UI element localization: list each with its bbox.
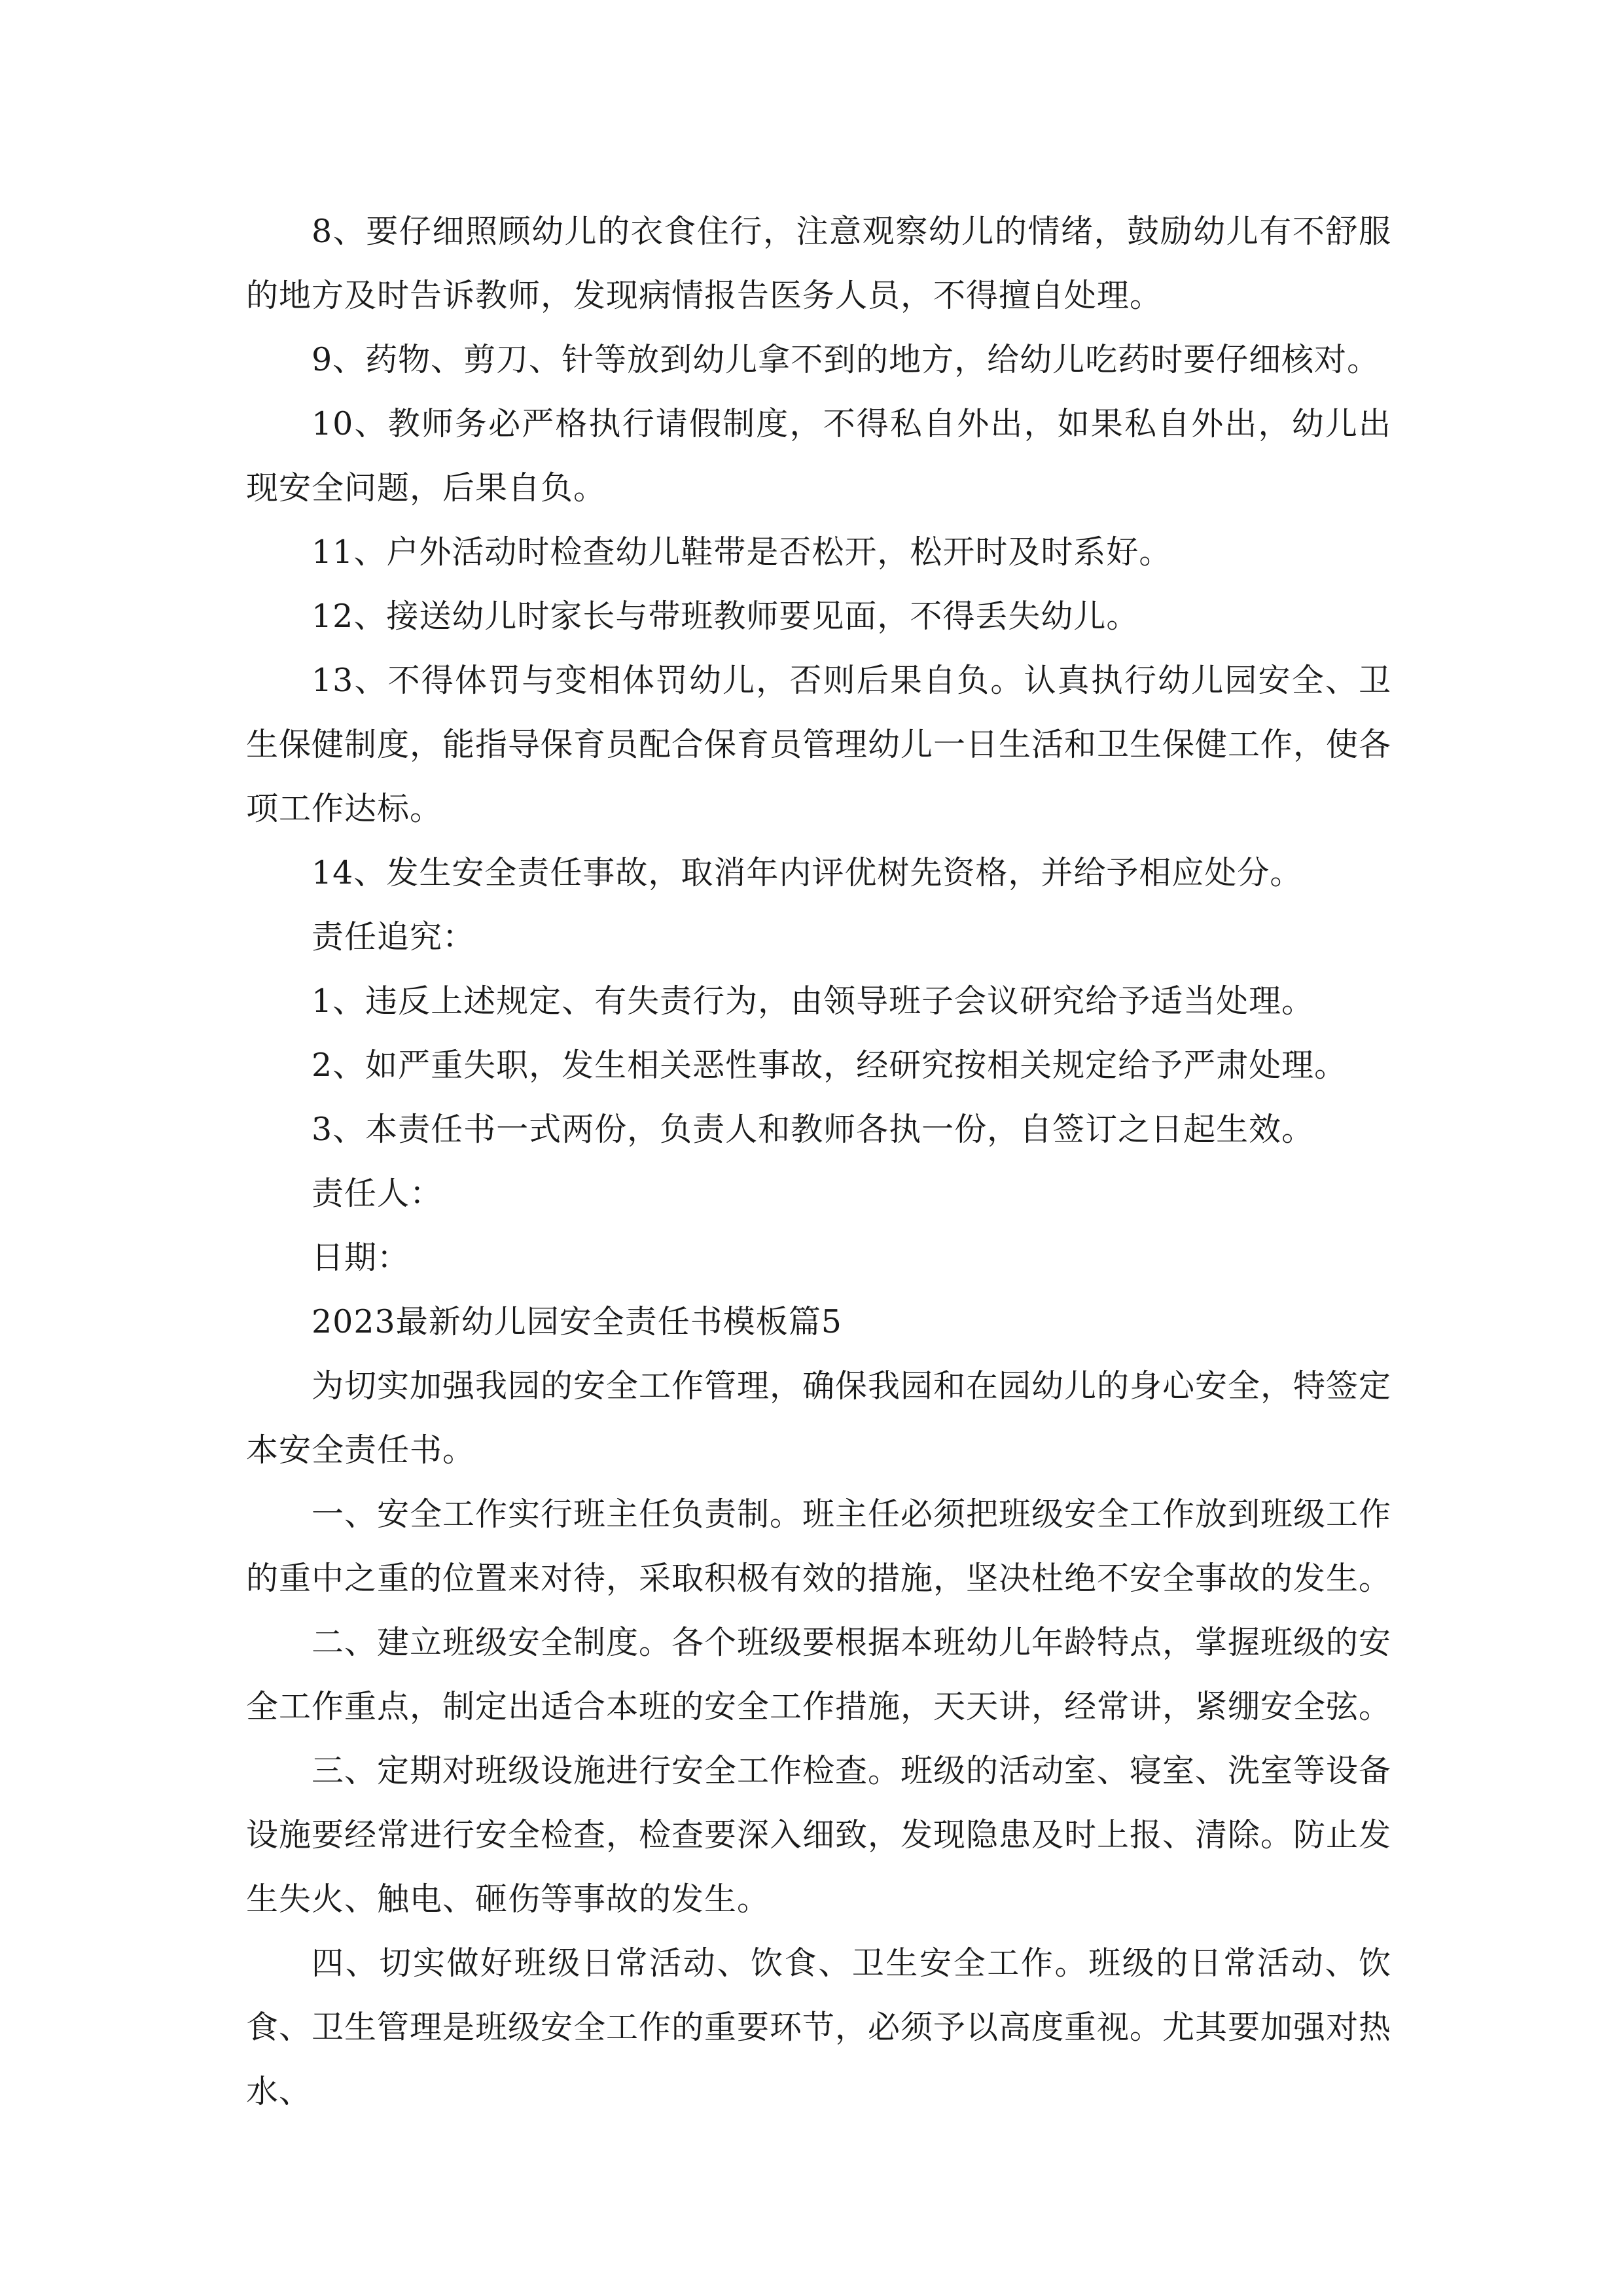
item-10-paragraph: 10、教师务必严格执行请假制度，不得私自外出，如果私自外出，幼儿出现安全问题，后果自负。 xyxy=(246,405,1391,507)
item-8-paragraph: 8、要仔细照顾幼儿的衣食住行，注意观察幼儿的情绪，鼓励幼儿有不舒服的地方及时告诉教师，发现病情报告医务人员，不得擅自处理。 xyxy=(246,213,1391,314)
item-14-paragraph: 14、发生安全责任事故，取消年内评优树先资格，并给予相应处分。 xyxy=(312,854,1303,891)
item-12-paragraph: 12、接送幼儿时家长与带班教师要见面，不得丢失幼儿。 xyxy=(312,598,1139,635)
clause-1-paragraph: 一、安全工作实行班主任负责制。班主任必须把班级安全工作放到班级工作的重中之重的位置来对待，采取积极有效的措施，坚决杜绝不安全事故的发生。 xyxy=(246,1496,1392,1597)
clause-3-paragraph: 三、定期对班级设施进行安全工作检查。班级的活动室、寝室、洗室等设备设施要经常进行安全检查，检查要深入细致，发现隐患及时上报、清除。防止发生失火、触电、砸伤等事故的发生。 xyxy=(246,1752,1392,1918)
intro-paragraph: 为切实加强我园的安全工作管理，确保我园和在园幼儿的身心安全，特签定本安全责任书。 xyxy=(246,1367,1392,1469)
clause-2-paragraph: 二、建立班级安全制度。各个班级要根据本班幼儿年龄特点，掌握班级的安全工作重点，制定出适合本班的安全工作措施，天天讲，经常讲，紧绷安全弦。 xyxy=(246,1624,1392,1725)
item-9-paragraph: 9、药物、剪刀、针等放到幼儿拿不到的地方，给幼儿吃药时要仔细核对。 xyxy=(312,341,1380,378)
item-13-paragraph: 13、不得体罚与变相体罚幼儿，否则后果自负。认真执行幼儿园安全、卫生保健制度，能指导保育员配合保育员管理幼儿一日生活和卫生保健工作，使各项工作达标。 xyxy=(246,662,1392,827)
clause-4-paragraph: 四、切实做好班级日常活动、饮食、卫生安全工作。班级的日常活动、饮食、卫生管理是班级安全工作的重要环节，必须予以高度重视。尤其要加强对热水、 xyxy=(246,1945,1392,2110)
accountability-item-1: 1、违反上述规定、有失责行为，由领导班子会议研究给予适当处理。 xyxy=(312,982,1315,1020)
document-page xyxy=(246,200,1391,2124)
item-11-paragraph: 11、户外活动时检查幼儿鞋带是否松开，松开时及时系好。 xyxy=(312,533,1172,571)
responsible-person-line: 责任人： xyxy=(312,1175,443,1212)
accountability-item-3: 3、本责任书一式两份，负责人和教师各执一份，自签订之日起生效。 xyxy=(312,1111,1315,1148)
section-title: 2023最新幼儿园安全责任书模板篇5 xyxy=(312,1303,842,1340)
date-line: 日期： xyxy=(312,1239,410,1276)
accountability-heading: 责任追究： xyxy=(312,918,476,956)
accountability-item-2: 2、如严重失职，发生相关恶性事故，经研究按相关规定给予严肃处理。 xyxy=(312,1047,1347,1084)
